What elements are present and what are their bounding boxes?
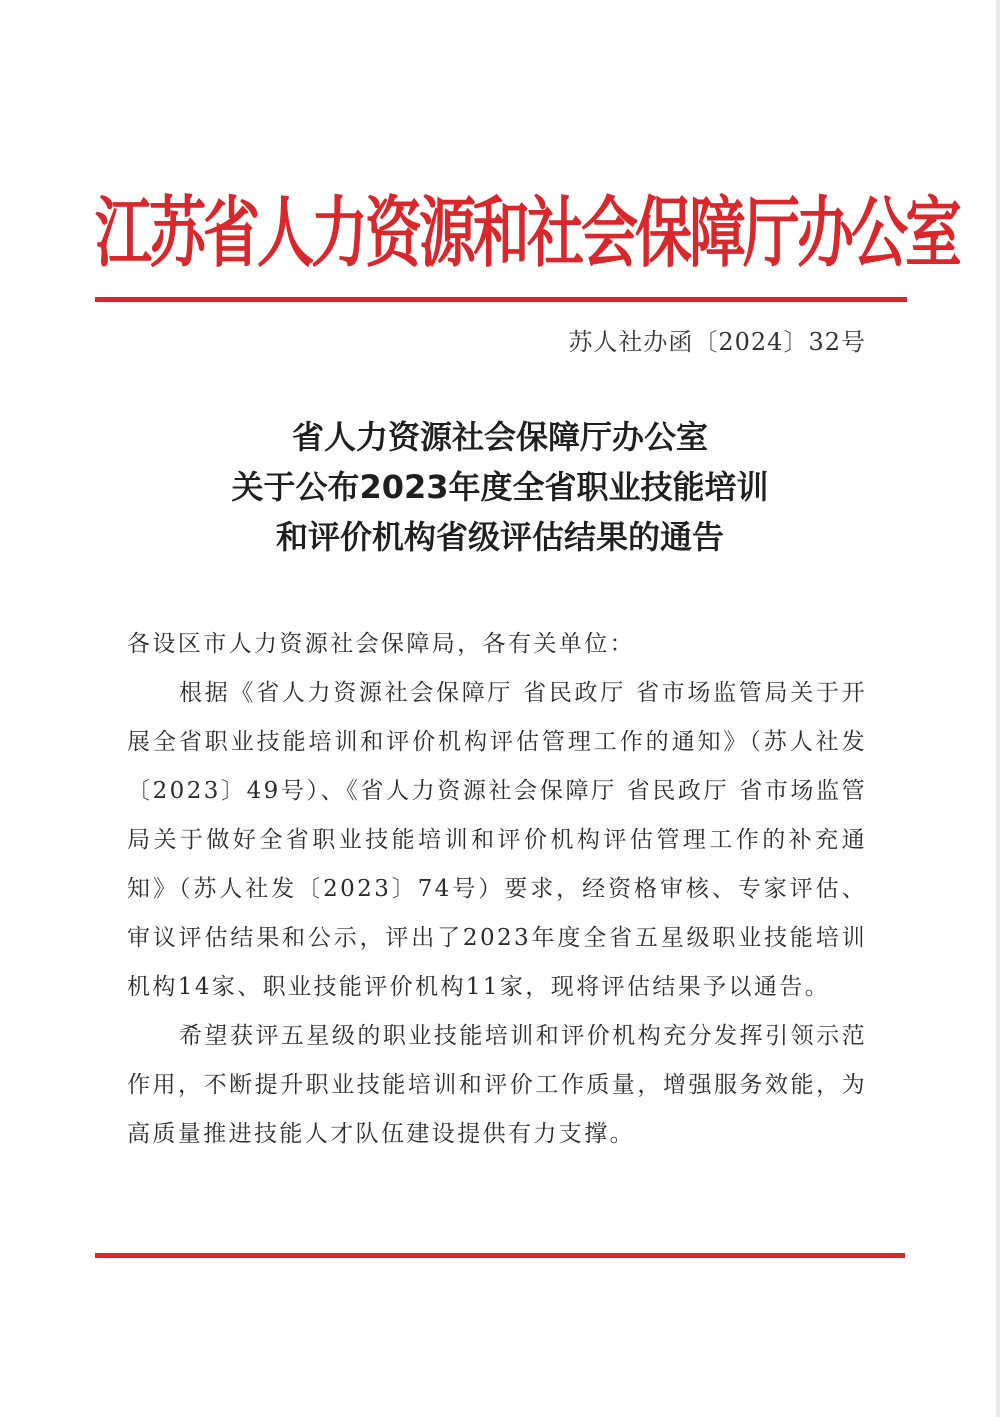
notice-title-line-3: 和评价机构省级评估结果的通告: [275, 518, 724, 556]
page-edge-shadow: [996, 0, 1000, 1417]
notice-title-line-1: 省人力资源社会保障厅办公室: [291, 418, 708, 456]
notice-title-line-2: 关于公布2023年度全省职业技能培训: [231, 468, 769, 506]
body-paragraph-2: 希望获评五星级的职业技能培训和评价机构充分发挥引领示范作用，不断提升职业技能培训和评价工作质量，增强服务效能，为高质量推进技能人才队伍建设提供有力支撑。: [127, 1023, 867, 1147]
salutation: 各设区市人力资源社会保障局，各有关单位：: [127, 631, 635, 657]
letterhead-title: 江苏省人力资源和社会保障厅办公室: [95, 189, 959, 279]
body-paragraph-1: 根据《省人力资源社会保障厅 省民政厅 省市场监管局关于开展全省职业技能培训和评价机构评估管理工作的通知》（苏人社发〔2023〕49号）、《省人力资源社会保障厅 省民政厅 省市场监管局关于做好全省职业技能培训和评价机构评估管理工作的补充通知》（苏人社发〔2023〕74号）要求，经资格审核、专家评估、审议评估结果和公示，评出了2023年度全省五星级职业技能培训机构14家、职业技能评价机构11家，现将评估结果予以通告。: [127, 680, 867, 1000]
footer-red-rule: [95, 1253, 905, 1258]
letterhead-red-rule: [95, 297, 907, 302]
document-number: 苏人社办函〔2024〕32号: [568, 328, 866, 356]
notice-title: [100, 412, 900, 562]
notice-body: [127, 620, 867, 1159]
